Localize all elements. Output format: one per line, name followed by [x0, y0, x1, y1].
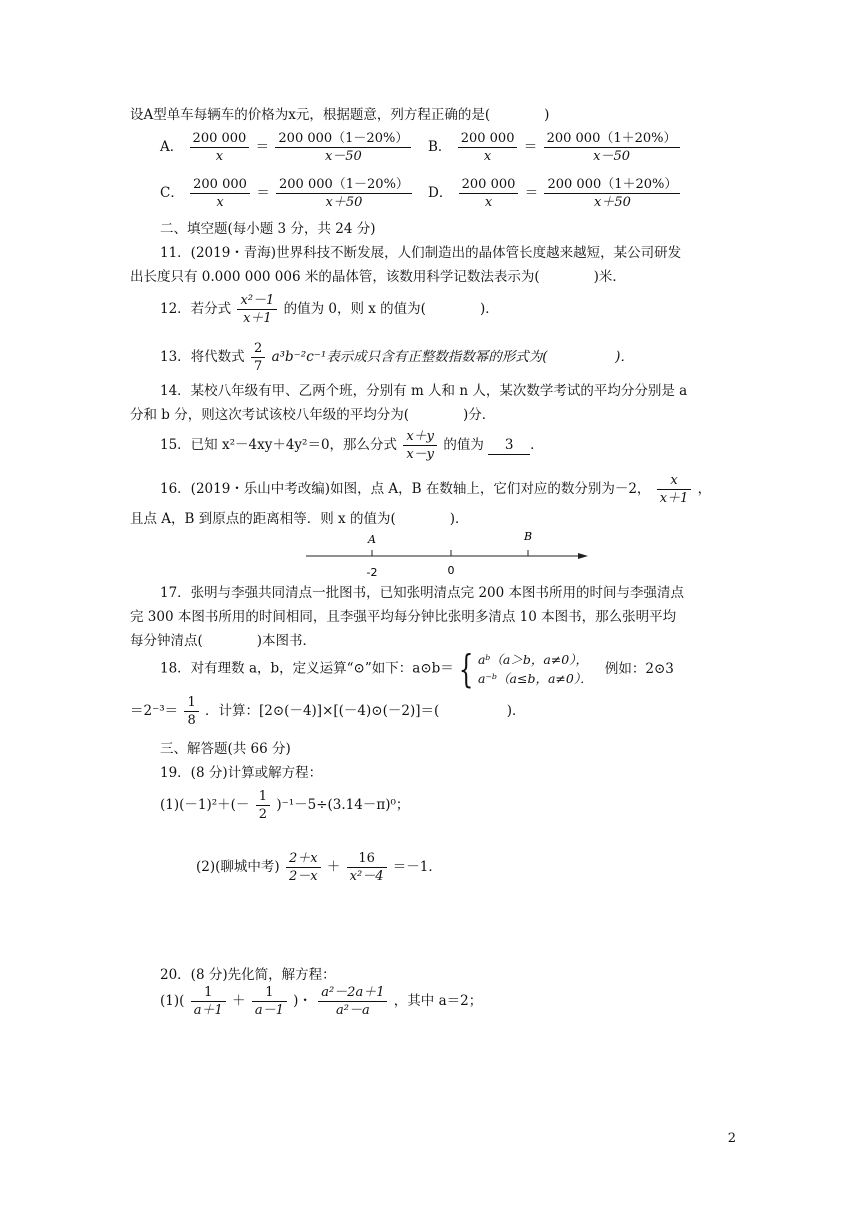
q18-line-1: 18．对有理数 a，b，定义运算“⊙”如下：a⊙b＝ { aᵇ（a＞b，a≠0）， a⁻ᵇ（a≤b，a≠0）． 例如：2⊙3 — [160, 647, 674, 691]
q13: 13．将代数式 $\frac{2}{7}$ a³b⁻²c⁻¹表示成只含有正整数指数幂的形式为( )． — [160, 341, 634, 374]
q15: 15．已知 x²－4xy＋4y²＝0，那么分式 $\frac{x+y}{x-y}$ 的值为 3 ． — [160, 429, 544, 462]
tick-label-origin: 0 — [447, 564, 455, 577]
q14-line-1: 14．某校八年级有甲、乙两个班，分别有 m 人和 n 人，某次数学考试的平均分分别是 a — [160, 383, 688, 399]
q18-line-2: ＝2⁻³＝ $\frac{1}{8}$ ．计算：[2⊙(－4)]×[(－4)⊙(－2)]＝( )． — [130, 695, 526, 728]
q20-title: 20．(8 分)先化简，解方程： — [160, 967, 336, 983]
number-line-arrow-icon — [578, 553, 588, 559]
q16-line-2: 且点 A，B 到原点的距离相等．则 x 的值为( )． — [130, 511, 469, 527]
number-line-figure — [306, 526, 588, 582]
q17-line-1: 17．张明与李强共同清点一批图书，已知张明清点完 200 本图书所用的时间与李强清点 — [160, 585, 685, 601]
q17-line-2: 完 300 本图书所用的时间相同，且李强平均每分钟比张明多清点 10 本图书，那么张明平均 — [130, 609, 677, 625]
tick-label-a: -2 — [366, 566, 378, 579]
section-3-heading: 三、解答题(共 66 分) — [160, 741, 291, 757]
label-a: A — [368, 533, 376, 546]
q19-part-2: (2)(聊城中考) $\frac{2+x}{2-x}$ ＋ $\frac{16}{\text{x²－4}}$ ＝－1． — [196, 851, 442, 884]
q10-option-c: C． $\frac{200 000}{x}$ ＝ $\frac{200 000(1-20\%)}{x+50}$ — [160, 176, 414, 211]
section-2-heading: 二、填空题(每小题 3 分，共 24 分) — [160, 221, 376, 237]
q10-stem: 设A型单车每辆车的价格为x元，根据题意，列方程正确的是( ) — [130, 107, 550, 123]
q10-option-a: A． $\frac{200 000}{x}$ ＝ $\frac{200 000(1-20\%)}{x-50}$ — [160, 130, 413, 165]
q11-line-1: 11．(2019・青海)世界科技不断发展，人们制造出的晶体管长度越来越短，某公司研发 — [160, 245, 682, 261]
brace-icon: { — [458, 647, 474, 691]
q12: 12．若分式 $\frac{\text{x²－1}}{x+1}$ 的值为 0，则 x 的值为( )． — [160, 293, 499, 326]
q19-part-1: (1)(－1)²＋(－ $\frac{1}{2}$ )⁻¹－5÷(3.14－π)⁰； — [160, 789, 410, 822]
q11-line-2: 出长度只有 0.000 000 006 米的晶体管，该数用科学记数法表示为( )米． — [130, 269, 626, 285]
q14-line-2: 分和 b 分，则这次考试该校八年级的平均分为( )分． — [130, 407, 496, 423]
q20-part-1: (1)( $\frac{1}{a+1}$ ＋ $\frac{1}{a-1}$ )・ $\frac{\text{a²－2a＋1}}{\text{a²－a}}$ ，其中 a＝2； — [160, 985, 483, 1018]
q15-answer: 3 — [488, 436, 530, 455]
q16-line-1: 16．(2019・乐山中考改编)如图，点 A，B 在数轴上，它们对应的数分别为－2， $\frac{x}{x+1}$ ， — [160, 473, 712, 506]
q10-option-d: D． $\frac{200 000}{x}$ ＝ $\frac{200 000(1+20\%)}{x+50}$ — [428, 176, 682, 211]
label-b: B — [523, 530, 533, 543]
q10-option-b: B． $\frac{200 000}{x}$ ＝ $\frac{200 000(1+20\%)}{x-50}$ — [428, 130, 682, 165]
q19-title: 19．(8 分)计算或解方程： — [160, 765, 323, 781]
page-number: 2 — [727, 1131, 736, 1146]
q17-line-3: 每分钟清点( )本图书． — [130, 633, 317, 649]
